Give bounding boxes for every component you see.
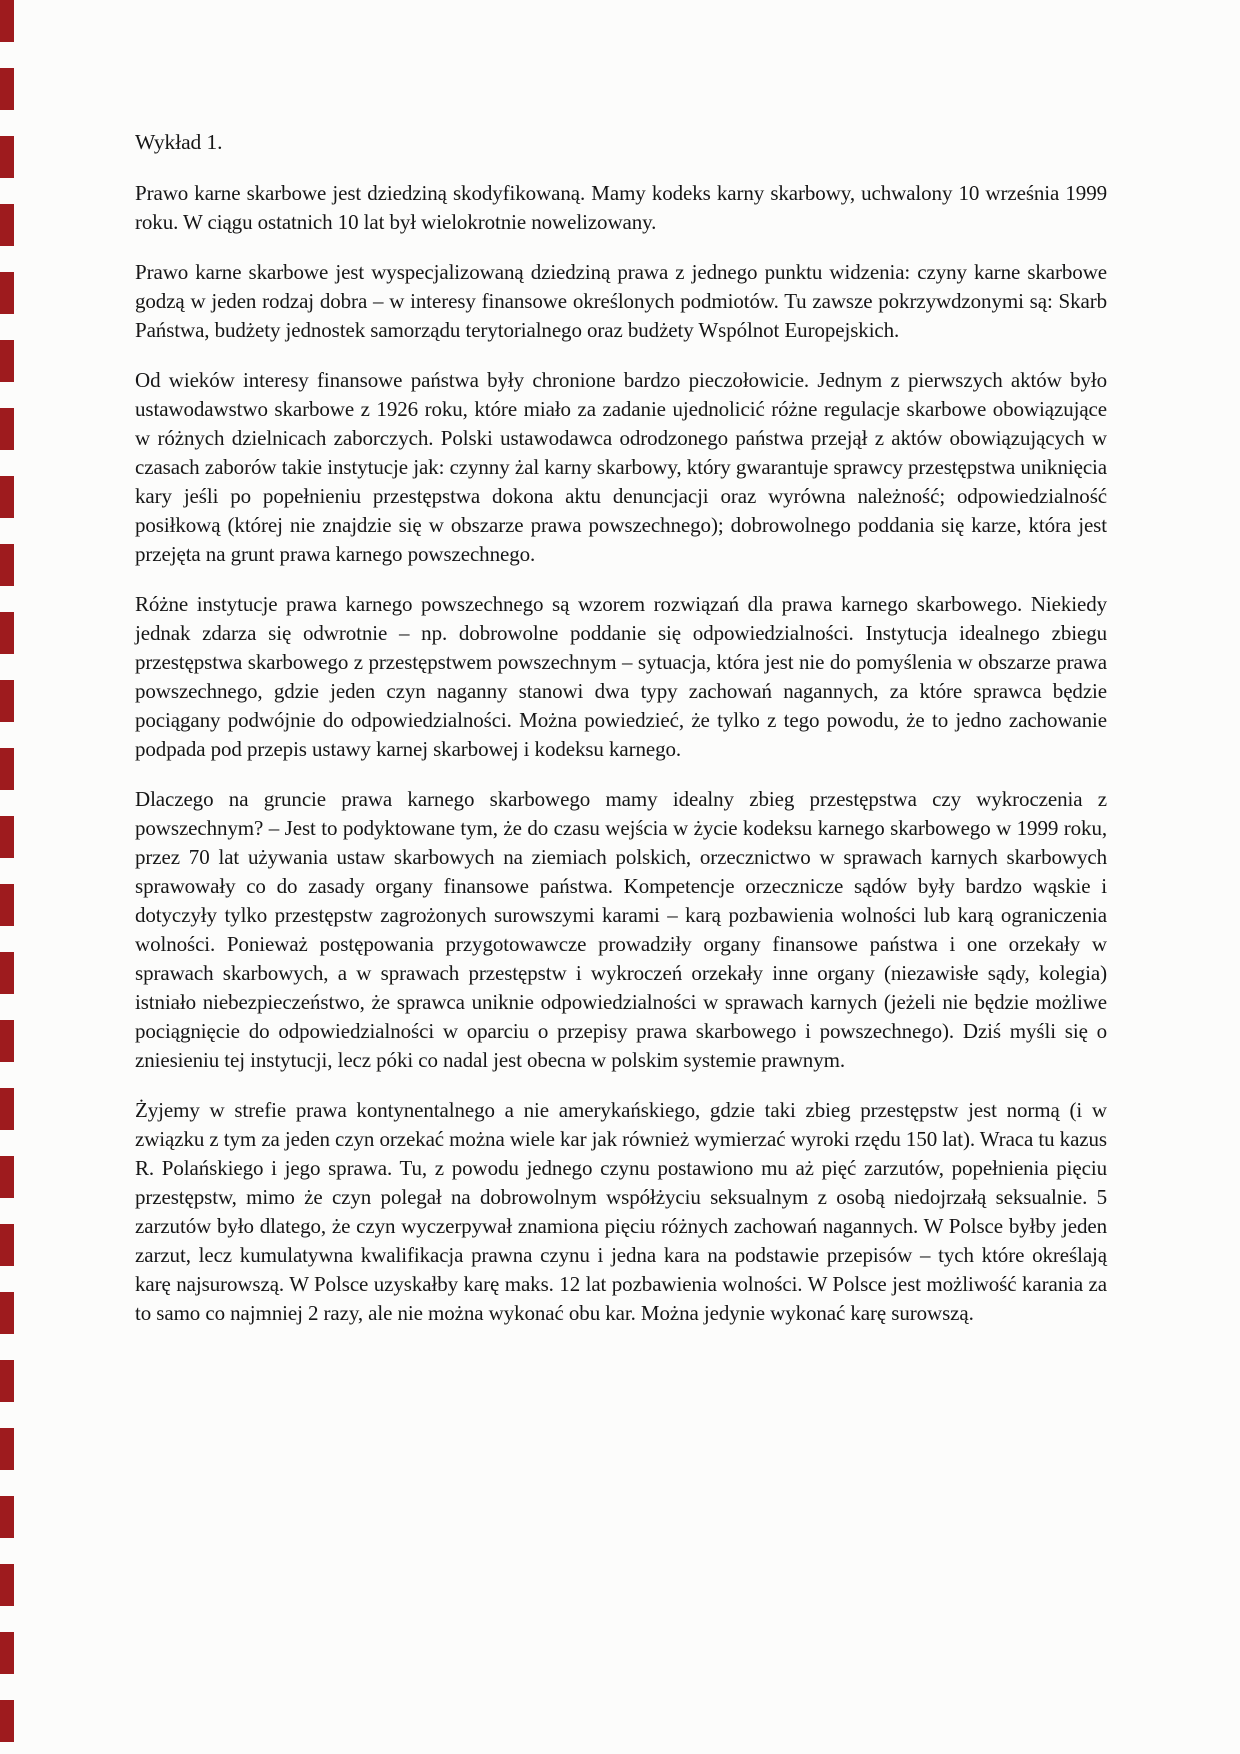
- paragraph: Dlaczego na gruncie prawa karnego skarbowego mamy idealny zbieg przestępstwa czy wykroczenia z powszechnym? – Jest to podyktowane tym, że do czasu wejścia w życie kodeksu karnego skarbowego w 1999 roku, przez 70 lat używania ustaw skarbowych na ziemiach polskich, orzecznictwo w sprawach karnych skarbowych sprawowały co do zasady organy finansowe państwa. Kompetencje orzecznicze sądów były bardzo wąskie i dotyczyły tylko przestępstw zagrożonych surowszymi karami – karą pozbawienia wolności lub karą ograniczenia wolności. Ponieważ postępowania przygotowawcze prowadziły organy finansowe państwa i one orzekały w sprawach skarbowych, a w sprawach przestępstw i wykroczeń orzekały inne organy (niezawisłe sądy, kolegia) istniało niebezpieczeństwo, że sprawca uniknie odpowiedzialności w sprawach karnych (jeżeli nie będzie możliwe pociągnięcie do odpowiedzialności w oparciu o przepisy prawa skarbowego i powszechnego). Dziś myśli się o zniesieniu tej instytucji, lecz póki co nadal jest obecna w polskim systemie prawnym.: [135, 787, 1107, 1072]
- document-body: [135, 128, 1107, 1349]
- torn-edge-decoration: [0, 0, 14, 1754]
- lecture-title: Wykład 1.: [135, 130, 223, 154]
- paragraph: Od wieków interesy finansowe państwa były chronione bardzo pieczołowicie. Jednym z pierwszych aktów było ustawodawstwo skarbowe z 1926 roku, które miało za zadanie ujednolicić różne regulacje skarbowe obowiązujące w różnych dzielnicach zaborczych. Polski ustawodawca odrodzonego państwa przejął z aktów obowiązujących w czasach zaborów takie instytucje jak: czynny żal karny skarbowy, który gwarantuje sprawcy przestępstwa uniknięcia kary jeśli po popełnieniu przestępstwa dokona aktu denuncjacji oraz wyrówna należność; odpowiedzialność posiłkową (której nie znajdzie się w obszarze prawa powszechnego); dobrowolnego poddania się karze, która jest przejęta na grunt prawa karnego powszechnego.: [135, 368, 1107, 566]
- paragraph: Różne instytucje prawa karnego powszechnego są wzorem rozwiązań dla prawa karnego skarbowego. Niekiedy jednak zdarza się odwrotnie – np. dobrowolne poddanie się odpowiedzialności. Instytucja idealnego zbiegu przestępstwa skarbowego z przestępstwem powszechnym – sytuacja, która jest nie do pomyślenia w obszarze prawa powszechnego, gdzie jeden czyn naganny stanowi dwa typy zachowań nagannych, za które sprawca będzie pociągany podwójnie do odpowiedzialności. Można powiedzieć, że tylko z tego powodu, że to jedno zachowanie podpada pod przepis ustawy karnej skarbowej i kodeksu karnego.: [135, 592, 1107, 761]
- paragraph: Prawo karne skarbowe jest dziedziną skodyfikowaną. Mamy kodeks karny skarbowy, uchwalony 10 września 1999 roku. W ciągu ostatnich 10 lat był wielokrotnie nowelizowany.: [135, 181, 1107, 234]
- paragraph: Prawo karne skarbowe jest wyspecjalizowaną dziedziną prawa z jednego punktu widzenia: czyny karne skarbowe godzą w jeden rodzaj dobra – w interesy finansowe określonych podmiotów. Tu zawsze pokrzywdzonymi są: Skarb Państwa, budżety jednostek samorządu terytorialnego oraz budżety Wspólnot Europejskich.: [135, 260, 1107, 342]
- paragraph: Żyjemy w strefie prawa kontynentalnego a nie amerykańskiego, gdzie taki zbieg przestępstw jest normą (i w związku z tym za jeden czyn orzekać można wiele kar jak również wymierzać wyroki rzędu 150 lat). Wraca tu kazus R. Polańskiego i jego sprawa. Tu, z powodu jednego czynu postawiono mu aż pięć zarzutów, popełnienia pięciu przestępstw, mimo że czyn polegał na dobrowolnym współżyciu seksualnym z osobą niedojrzałą seksualnie. 5 zarzutów było dlatego, że czyn wyczerpywał znamiona pięciu różnych zachowań nagannych. W Polsce byłby jeden zarzut, lecz kumulatywna kwalifikacja prawna czynu i jedna kara na podstawie przepisów – tych które określają karę najsurowszą. W Polsce uzyskałby karę maks. 12 lat pozbawienia wolności. W Polsce jest możliwość karania za to samo co najmniej 2 razy, ale nie można wykonać obu kar. Można jedynie wykonać karę surowszą.: [135, 1098, 1107, 1325]
